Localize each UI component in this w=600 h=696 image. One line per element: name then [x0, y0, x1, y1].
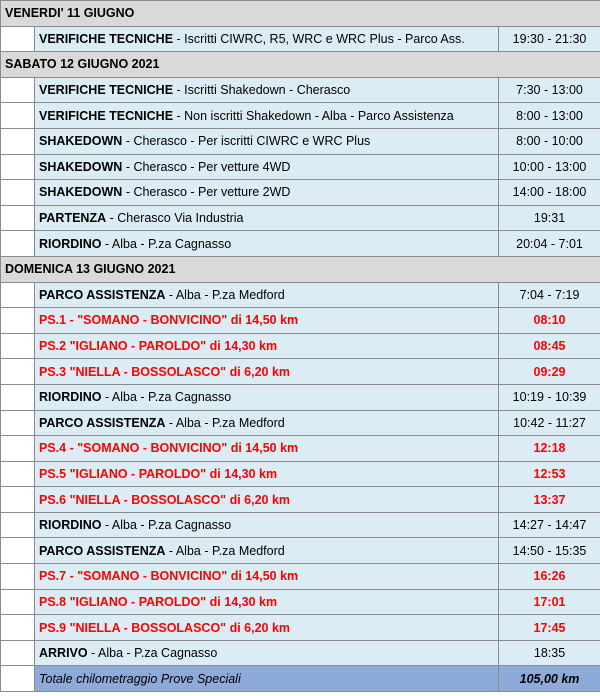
- special-stage-row: [1, 436, 600, 462]
- special-stage-row: [1, 308, 600, 334]
- event-time: 09:29: [499, 359, 600, 385]
- indent-cell: [1, 180, 35, 206]
- event-description: [35, 436, 499, 462]
- event-row: [1, 205, 600, 231]
- event-title: RIORDINO: [39, 390, 102, 405]
- event-detail: - Alba - P.za Medford: [165, 543, 285, 558]
- event-time: 7:30 - 13:00: [499, 77, 600, 103]
- event-title: SHAKEDOWN: [39, 159, 123, 174]
- event-detail: - Non iscritti Shakedown - Alba - Parco Assistenza: [173, 108, 454, 123]
- event-detail: - Alba - P.za Cagnasso: [87, 646, 218, 661]
- event-time: 14:50 - 15:35: [499, 538, 600, 564]
- event-description: [35, 461, 499, 487]
- event-description: [35, 26, 499, 52]
- event-description: [35, 77, 499, 103]
- event-description: [35, 589, 499, 615]
- event-row: [1, 410, 600, 436]
- event-time: 14:27 - 14:47: [499, 512, 600, 538]
- special-stage-row: [1, 359, 600, 385]
- event-row: [1, 282, 600, 308]
- event-detail: - Iscritti CIWRC, R5, WRC e WRC Plus - Parco Ass.: [173, 31, 465, 46]
- event-time: 19:30 - 21:30: [499, 26, 600, 52]
- event-row: [1, 103, 600, 129]
- event-row: [1, 26, 600, 52]
- indent-cell: [1, 26, 35, 52]
- special-stage-row: [1, 615, 600, 641]
- event-description: [35, 564, 499, 590]
- event-row: [1, 128, 600, 154]
- event-description: [35, 359, 499, 385]
- event-time: 08:10: [499, 308, 600, 334]
- special-stage-row: [1, 487, 600, 513]
- event-detail: - Alba - P.za Medford: [165, 287, 285, 302]
- event-title: PS.5 "IGLIANO - PAROLDO" di 14,30 km: [39, 466, 278, 481]
- indent-cell: [1, 615, 35, 641]
- event-row: [1, 180, 600, 206]
- event-detail: - Cherasco - Per iscritti CIWRC e WRC Plus: [122, 134, 371, 149]
- day-header-row: [1, 1, 600, 27]
- indent-cell: [1, 333, 35, 359]
- indent-cell: [1, 410, 35, 436]
- event-time: 20:04 - 7:01: [499, 231, 600, 257]
- special-stage-row: [1, 564, 600, 590]
- day-header: DOMENICA 13 GIUGNO 2021: [1, 256, 600, 282]
- event-title: PARCO ASSISTENZA: [39, 543, 166, 558]
- event-title: SHAKEDOWN: [39, 185, 123, 200]
- indent-cell: [1, 564, 35, 590]
- event-row: [1, 538, 600, 564]
- event-description: [35, 180, 499, 206]
- event-time: 16:26: [499, 564, 600, 590]
- event-description: [35, 333, 499, 359]
- event-time: 12:53: [499, 461, 600, 487]
- indent-cell: [1, 308, 35, 334]
- event-title: VERIFICHE TECNICHE: [39, 31, 174, 46]
- event-title: PS.7 - "SOMANO - BONVICINO" di 14,50 km: [39, 569, 299, 584]
- total-value: 105,00 km: [499, 666, 600, 692]
- event-detail: - Alba - P.za Cagnasso: [101, 518, 232, 533]
- event-description: [35, 640, 499, 666]
- event-title: PS.3 "NIELLA - BOSSOLASCO" di 6,20 km: [39, 364, 291, 379]
- indent-cell: [1, 512, 35, 538]
- event-time: 17:01: [499, 589, 600, 615]
- event-description: [35, 154, 499, 180]
- day-header-row: [1, 256, 600, 282]
- event-title: PS.6 "NIELLA - BOSSOLASCO" di 6,20 km: [39, 492, 291, 507]
- event-description: [35, 282, 499, 308]
- event-title: SHAKEDOWN: [39, 134, 123, 149]
- indent-cell: [1, 282, 35, 308]
- event-time: 13:37: [499, 487, 600, 513]
- event-time: 12:18: [499, 436, 600, 462]
- event-title: PS.2 "IGLIANO - PAROLDO" di 14,30 km: [39, 339, 278, 354]
- event-title: PS.8 "IGLIANO - PAROLDO" di 14,30 km: [39, 594, 278, 609]
- event-title: PS.1 - "SOMANO - BONVICINO" di 14,50 km: [39, 313, 299, 328]
- event-time: 7:04 - 7:19: [499, 282, 600, 308]
- event-description: [35, 231, 499, 257]
- schedule-body: [1, 1, 600, 692]
- event-title: PARCO ASSISTENZA: [39, 415, 166, 430]
- event-time: 08:45: [499, 333, 600, 359]
- event-detail: - Alba - P.za Cagnasso: [101, 236, 232, 251]
- event-description: [35, 308, 499, 334]
- indent-cell: [1, 666, 35, 692]
- event-title: PARTENZA: [39, 211, 107, 226]
- event-description: [35, 128, 499, 154]
- day-header: SABATO 12 GIUGNO 2021: [1, 52, 600, 78]
- event-description: [35, 615, 499, 641]
- event-detail: - Alba - P.za Medford: [165, 415, 285, 430]
- indent-cell: [1, 589, 35, 615]
- total-row: [1, 666, 600, 692]
- event-description: [35, 384, 499, 410]
- event-title: RIORDINO: [39, 236, 102, 251]
- event-time: 17:45: [499, 615, 600, 641]
- event-time: 10:00 - 13:00: [499, 154, 600, 180]
- event-title: VERIFICHE TECNICHE: [39, 108, 174, 123]
- event-time: 18:35: [499, 640, 600, 666]
- indent-cell: [1, 103, 35, 129]
- event-description: [35, 512, 499, 538]
- special-stage-row: [1, 461, 600, 487]
- event-detail: - Cherasco Via Industria: [106, 211, 244, 226]
- event-detail: - Cherasco - Per vetture 4WD: [122, 159, 291, 174]
- indent-cell: [1, 205, 35, 231]
- event-row: [1, 154, 600, 180]
- indent-cell: [1, 359, 35, 385]
- event-detail: - Iscritti Shakedown - Cherasco: [173, 83, 351, 98]
- indent-cell: [1, 154, 35, 180]
- day-header: VENERDI' 11 GIUGNO: [1, 1, 600, 27]
- event-title: PARCO ASSISTENZA: [39, 287, 166, 302]
- day-header-row: [1, 52, 600, 78]
- indent-cell: [1, 487, 35, 513]
- event-time: 10:42 - 11:27: [499, 410, 600, 436]
- event-time: 14:00 - 18:00: [499, 180, 600, 206]
- indent-cell: [1, 436, 35, 462]
- event-row: [1, 77, 600, 103]
- event-title: PS.4 - "SOMANO - BONVICINO" di 14,50 km: [39, 441, 299, 456]
- indent-cell: [1, 538, 35, 564]
- event-detail: - Cherasco - Per vetture 2WD: [122, 185, 291, 200]
- indent-cell: [1, 461, 35, 487]
- event-row: [1, 384, 600, 410]
- event-description: [35, 487, 499, 513]
- special-stage-row: [1, 589, 600, 615]
- event-title: PS.9 "NIELLA - BOSSOLASCO" di 6,20 km: [39, 620, 291, 635]
- event-description: [35, 205, 499, 231]
- event-time: 8:00 - 10:00: [499, 128, 600, 154]
- total-label: Totale chilometraggio Prove Speciali: [35, 666, 499, 692]
- indent-cell: [1, 384, 35, 410]
- event-time: 8:00 - 13:00: [499, 103, 600, 129]
- event-detail: - Alba - P.za Cagnasso: [101, 390, 232, 405]
- indent-cell: [1, 231, 35, 257]
- indent-cell: [1, 77, 35, 103]
- indent-cell: [1, 640, 35, 666]
- event-description: [35, 538, 499, 564]
- event-row: [1, 512, 600, 538]
- event-title: VERIFICHE TECNICHE: [39, 83, 174, 98]
- event-title: ARRIVO: [39, 646, 88, 661]
- indent-cell: [1, 128, 35, 154]
- event-title: RIORDINO: [39, 518, 102, 533]
- event-row: [1, 640, 600, 666]
- event-row: [1, 231, 600, 257]
- event-time: 10:19 - 10:39: [499, 384, 600, 410]
- event-description: [35, 410, 499, 436]
- event-description: [35, 103, 499, 129]
- special-stage-row: [1, 333, 600, 359]
- event-time: 19:31: [499, 205, 600, 231]
